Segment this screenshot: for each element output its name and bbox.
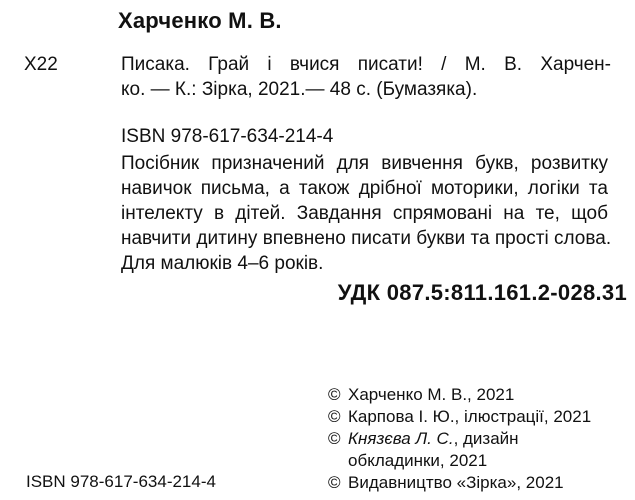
copyright-publisher	[328, 472, 591, 494]
bibliographic-entry	[121, 52, 611, 102]
isbn-top: ISBN 978-617-634-214-4	[121, 126, 334, 147]
annotation-line-2: навичок письма, а також дрібної моторики, логіки та	[121, 178, 608, 199]
author-heading: Харченко М. В.	[118, 8, 282, 33]
copyright-cover	[328, 428, 591, 450]
isbn-bottom: ISBN 978-617-634-214-4	[26, 472, 216, 491]
annotation-line-1: Посібник призначений для вивчення букв, розвитку	[121, 153, 608, 174]
copyright-block	[328, 384, 591, 494]
copyright-publisher-text: Видавництво «Зірка», 2021	[348, 473, 564, 492]
annotation	[121, 151, 612, 276]
copyright-symbol: ©	[328, 385, 341, 404]
entry-line-2: ко. — К.: Зірка, 2021.— 48 с. (Бумазяка).	[121, 79, 478, 100]
copyright-symbol: ©	[328, 429, 341, 448]
entry-line-1: Писака. Грай і вчися писати! / М. В. Харчен-	[121, 54, 611, 75]
copyright-cover-continued: обкладинки, 2021	[348, 451, 488, 470]
copyright-symbol: ©	[328, 407, 341, 426]
copyright-author-text: Харченко М. В., 2021	[348, 385, 515, 404]
copyright-illustrations-text: Карпова І. Ю., ілюстрації, 2021	[348, 407, 592, 426]
cover-role-text: , дизайн	[453, 429, 519, 448]
copyright-illustrations	[328, 406, 591, 428]
classification-code: Х22	[24, 54, 58, 75]
cover-designer-name: Князєва Л. С.	[348, 429, 454, 448]
copyright-symbol: ©	[328, 473, 341, 492]
annotation-line-3: інтелекту в дітей. Завдання спрямовані на те, щоб	[121, 203, 608, 224]
copyright-author	[328, 384, 591, 406]
annotation-line-4: навчити дитину впевнено писати букви та прості слова.	[121, 228, 612, 249]
age-line: Для малюків 4–6 років.	[121, 253, 324, 274]
udk-code: УДК 087.5:811.161.2-028.31	[337, 280, 627, 305]
